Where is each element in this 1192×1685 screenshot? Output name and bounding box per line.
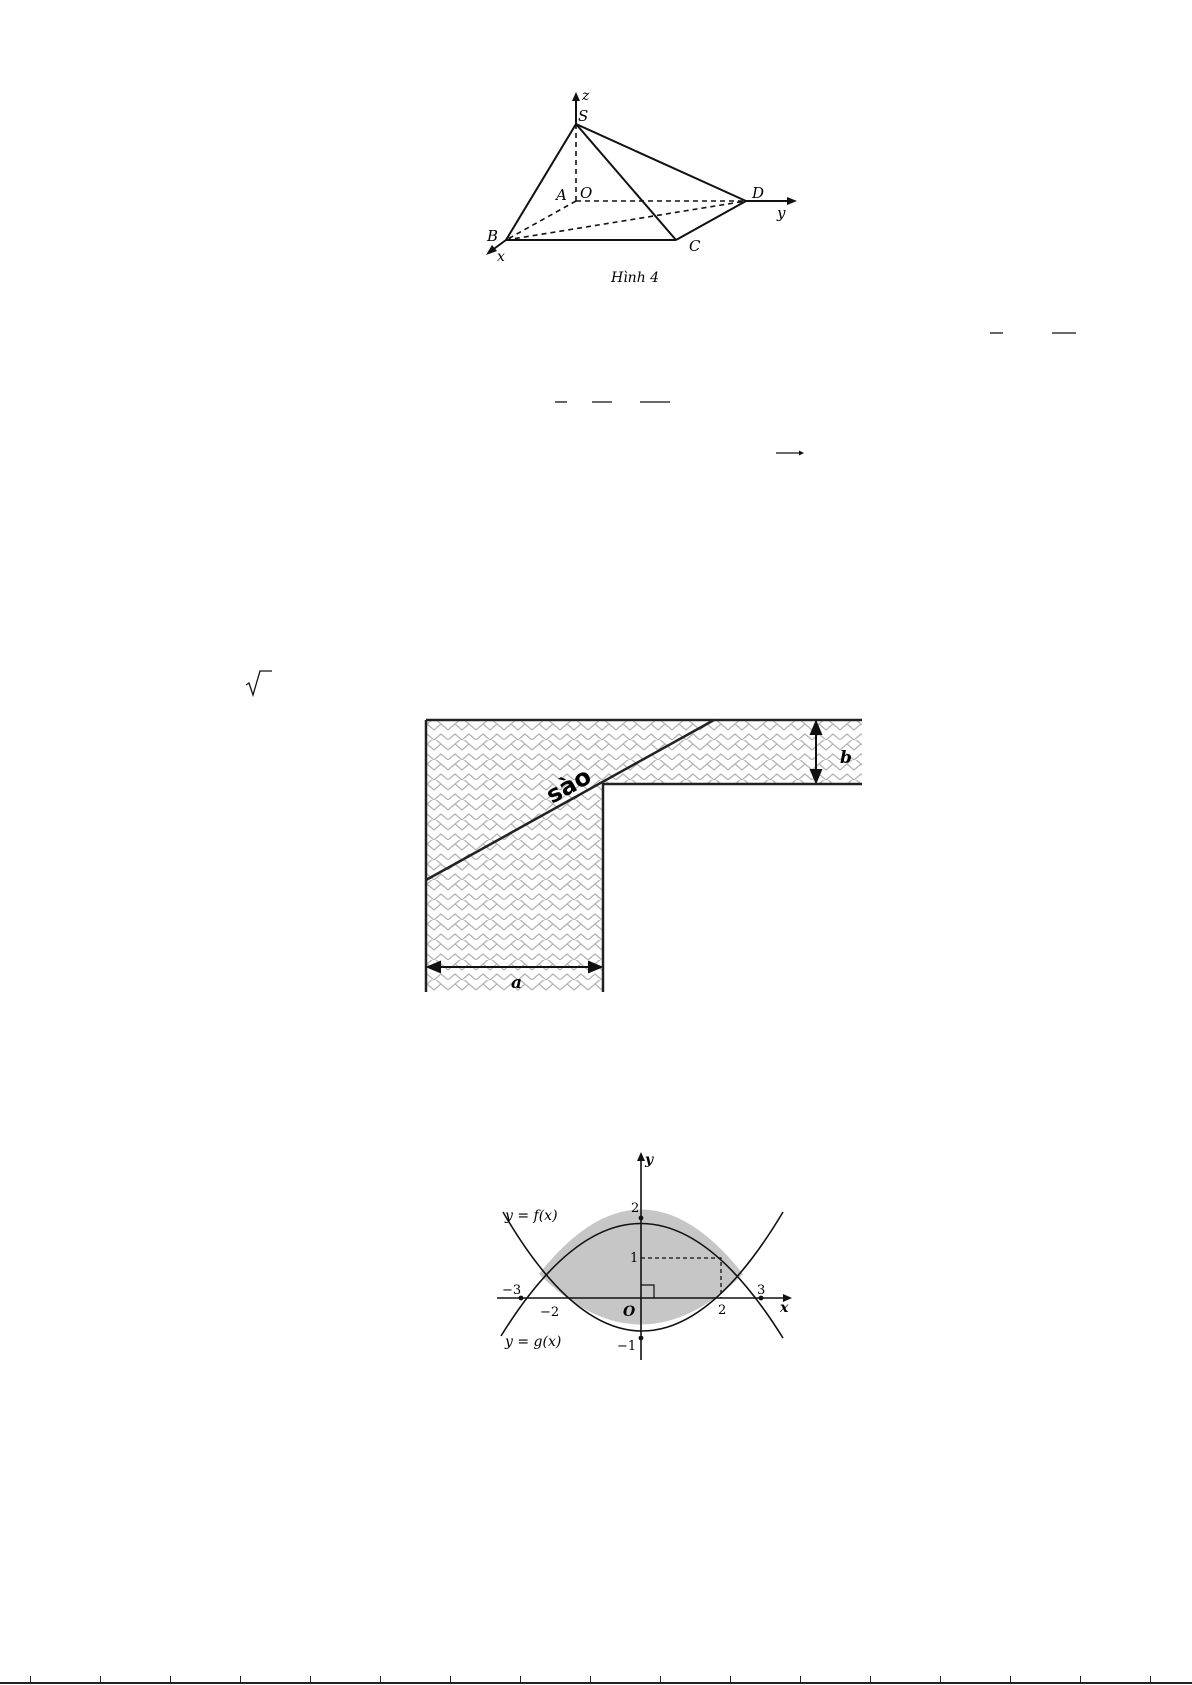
rule-tick — [800, 1676, 801, 1682]
label-B: B — [487, 227, 499, 245]
y-axis-arrow — [637, 1152, 645, 1161]
rule-tick — [940, 1676, 941, 1682]
rule-tick — [30, 1676, 31, 1682]
label-a: a — [511, 973, 523, 993]
tick-x-2: 2 — [718, 1303, 727, 1318]
rule-tick — [380, 1676, 381, 1682]
y-axis-arrow — [787, 197, 797, 205]
math-fragment-1 — [986, 330, 1086, 338]
edge-SB — [506, 124, 576, 240]
inner-corner-bank — [603, 784, 862, 992]
rule-tick — [100, 1676, 101, 1682]
rule-tick — [870, 1676, 871, 1682]
rule-tick — [240, 1676, 241, 1682]
label-y: y — [777, 204, 786, 222]
tick-y-2: 2 — [631, 1201, 640, 1216]
rule-tick — [590, 1676, 591, 1682]
rule-tick — [520, 1676, 521, 1682]
math-fragment-2 — [550, 399, 680, 407]
pole-label: sào — [541, 761, 596, 810]
rule-tick — [1150, 1676, 1151, 1682]
tick-y-neg1: −1 — [617, 1339, 637, 1354]
rule-tick — [310, 1676, 311, 1682]
page-bottom-rule — [0, 1682, 1192, 1684]
rule-tick — [660, 1676, 661, 1682]
label-S: S — [578, 107, 589, 125]
x-axis-arrow — [486, 245, 497, 255]
canal-water — [426, 720, 862, 992]
edge-SD — [576, 124, 746, 201]
label-curve-g: y = g(x) — [505, 1334, 562, 1350]
label-x: x — [497, 249, 505, 265]
rule-tick — [1010, 1676, 1011, 1682]
rule-tick — [450, 1676, 451, 1682]
edge-SC — [576, 124, 676, 240]
label-origin: O — [623, 1304, 636, 1320]
label-C: C — [689, 237, 701, 255]
label-O: O — [580, 184, 593, 202]
rule-tick — [1080, 1676, 1081, 1682]
label-A: A — [556, 186, 567, 204]
figure1-caption: Hình 4 — [611, 270, 660, 286]
label-curve-f: y = f(x) — [505, 1208, 558, 1224]
edge-AB — [506, 201, 576, 240]
label-y: y — [645, 1152, 654, 1168]
canal-figure — [420, 712, 870, 997]
tick-x-3: 3 — [757, 1283, 766, 1298]
tick-x-neg2: −2 — [540, 1305, 560, 1320]
label-D: D — [752, 184, 765, 202]
area-graph-figure — [495, 1150, 825, 1370]
vector-arrow-fragment — [774, 448, 806, 458]
rule-tick — [730, 1676, 731, 1682]
tick-y-1: 1 — [630, 1251, 639, 1266]
label-x: x — [780, 1300, 789, 1316]
label-b: b — [840, 748, 852, 768]
tick-x-neg3: −3 — [502, 1283, 522, 1298]
sqrt-fragment — [244, 668, 274, 698]
z-axis-arrow — [572, 92, 580, 101]
rule-tick — [170, 1676, 171, 1682]
pyramid-figure — [455, 88, 805, 288]
label-z: z — [582, 88, 590, 104]
